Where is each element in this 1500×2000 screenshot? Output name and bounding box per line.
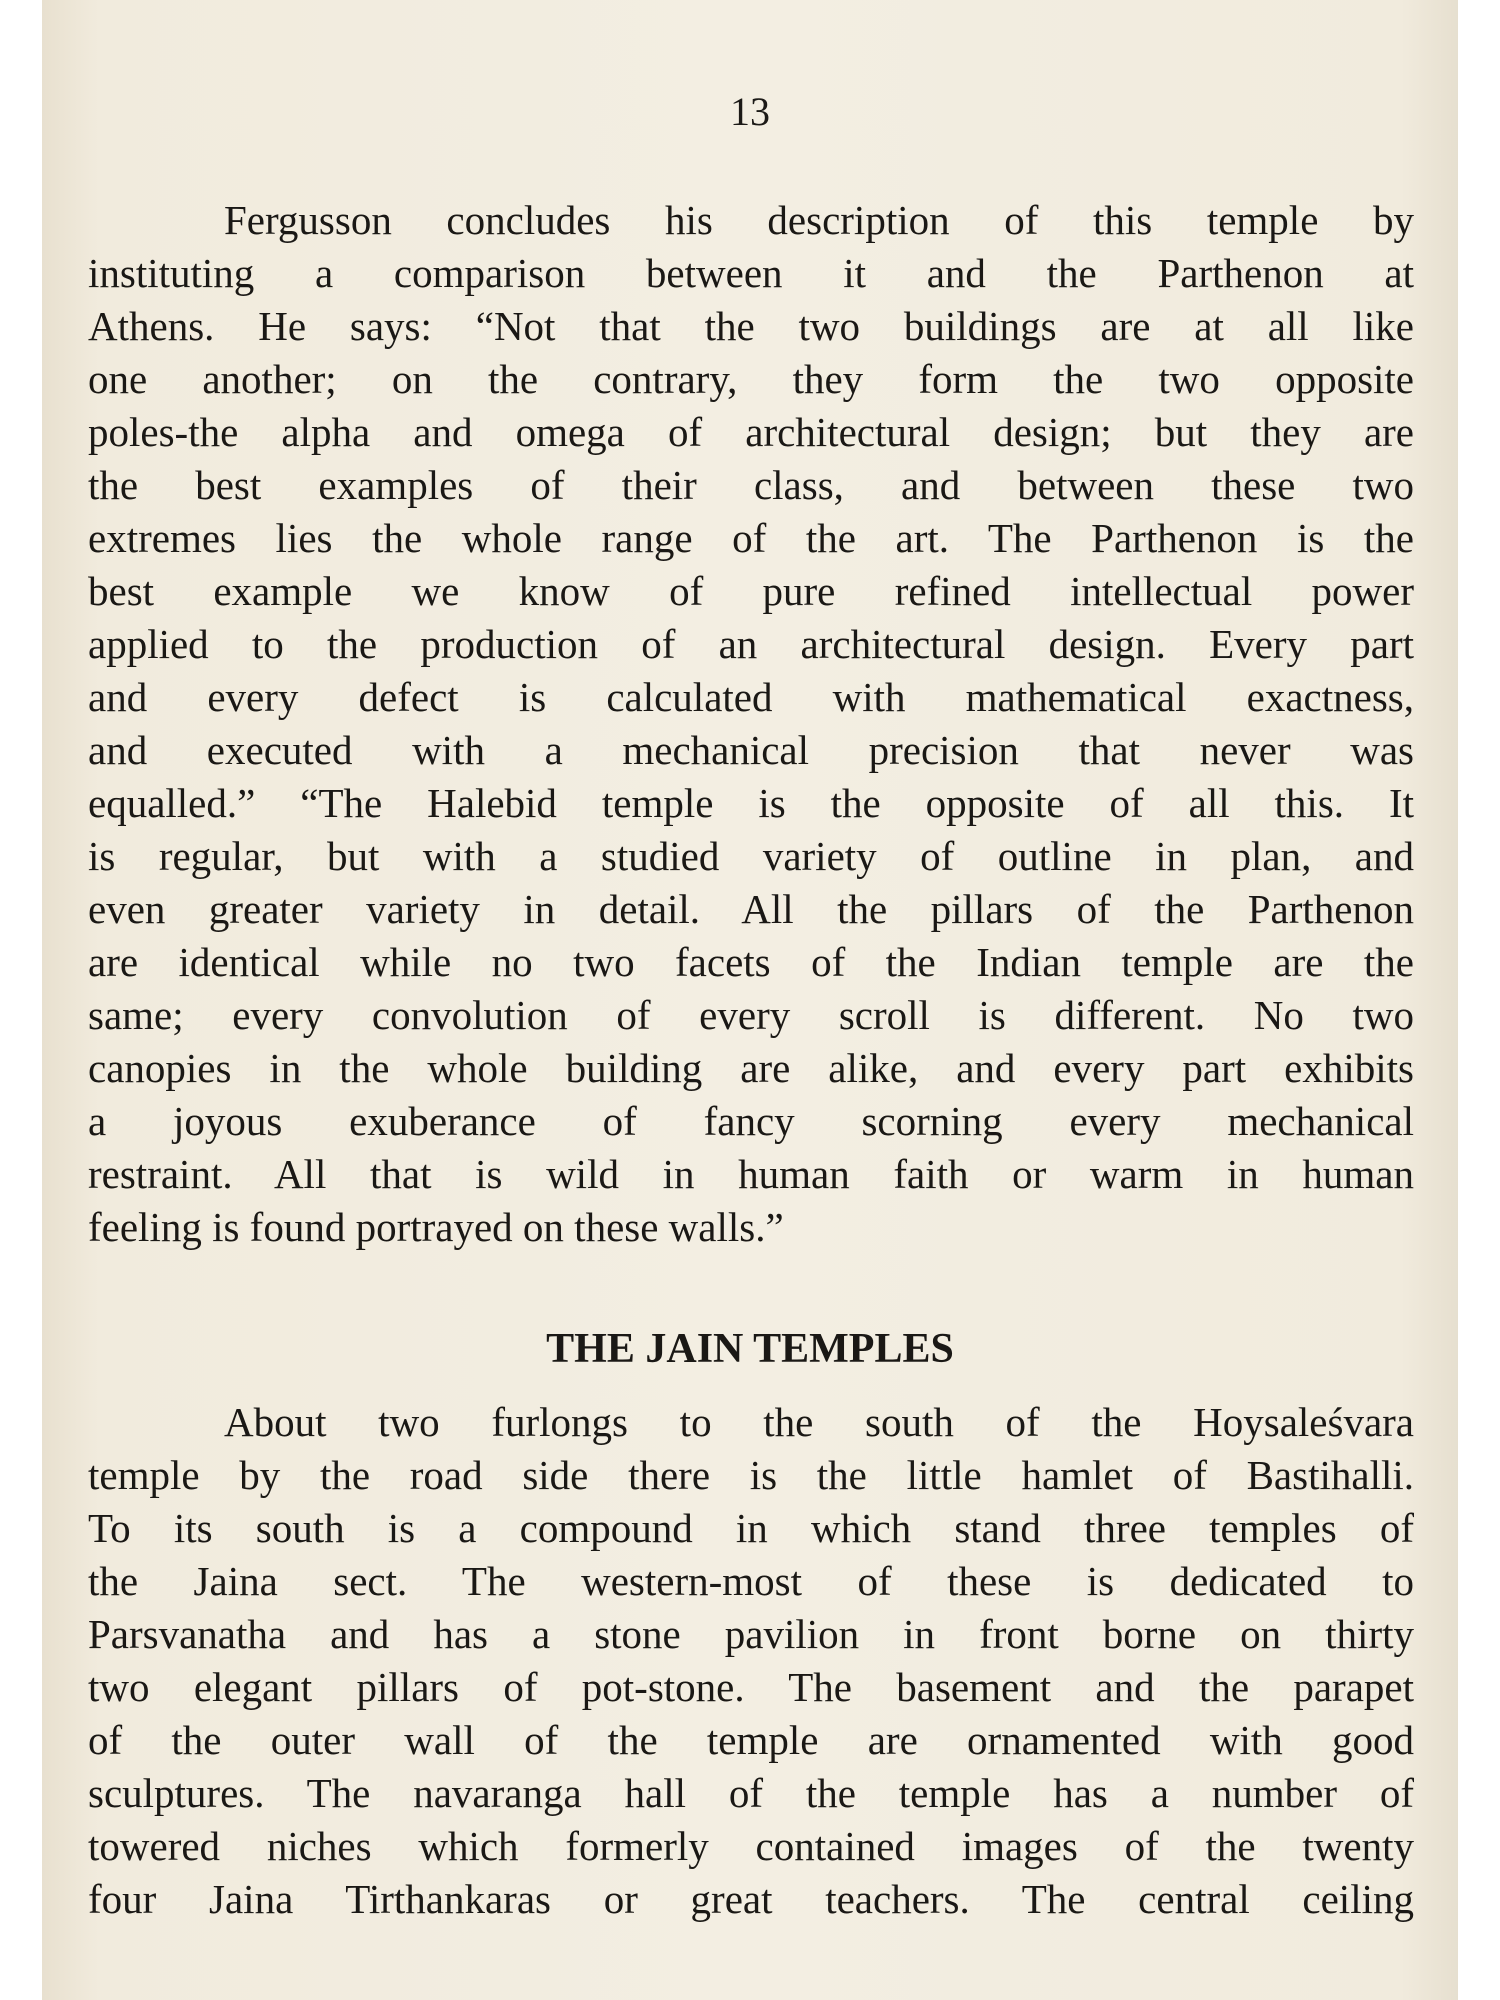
text-line: canopies in the whole building are alike, and every part exhibits bbox=[88, 1045, 1414, 1091]
text-line: a joyous exuberance of fancy scorning every mechanical bbox=[88, 1098, 1414, 1144]
text-line: four Jaina Tirthankaras or great teachers. The central ceiling bbox=[88, 1876, 1414, 1922]
text-line: is regular, but with a studied variety of outline in plan, and bbox=[88, 833, 1414, 879]
paragraph-jain-temples bbox=[88, 1396, 1414, 1926]
text-line: poles-the alpha and omega of architectural design; but they are bbox=[88, 409, 1414, 455]
text-line: sculptures. The navaranga hall of the temple has a number of bbox=[88, 1770, 1414, 1816]
page-number: 13 bbox=[730, 89, 770, 134]
text-line: one another; on the contrary, they form the two opposite bbox=[88, 356, 1414, 402]
text-line: Parsvanatha and has a stone pavilion in front borne on thirty bbox=[88, 1611, 1414, 1657]
text-line: instituting a comparison between it and the Parthenon at bbox=[88, 250, 1414, 296]
text-line: two elegant pillars of pot-stone. The basement and the parapet bbox=[88, 1664, 1414, 1710]
text-line: temple by the road side there is the little hamlet of Bastihalli. bbox=[88, 1452, 1414, 1498]
text-line: About two furlongs to the south of the Hoysaleśvara bbox=[224, 1399, 1414, 1445]
text-line: the best examples of their class, and between these two bbox=[88, 462, 1414, 508]
text-line: are identical while no two facets of the Indian temple are the bbox=[88, 939, 1414, 985]
text-line: and executed with a mechanical precision that never was bbox=[88, 727, 1414, 773]
text-line: of the outer wall of the temple are ornamented with good bbox=[88, 1717, 1414, 1763]
text-line: restraint. All that is wild in human faith or warm in human bbox=[88, 1151, 1414, 1197]
section-heading: THE JAIN TEMPLES bbox=[546, 1326, 954, 1372]
text-line: applied to the production of an architectural design. Every part bbox=[88, 621, 1414, 667]
text-line: same; every convolution of every scroll is different. No two bbox=[88, 992, 1414, 1038]
text-line: Fergusson concludes his description of this temple by bbox=[224, 197, 1414, 243]
text-line: To its south is a compound in which stand three temples of bbox=[88, 1505, 1414, 1551]
text-line: even greater variety in detail. All the pillars of the Parthenon bbox=[88, 886, 1414, 932]
text-line: feeling is found portrayed on these walls.” bbox=[88, 1204, 784, 1250]
text-line: and every defect is calculated with mathematical exactness, bbox=[88, 674, 1414, 720]
text-line: the Jaina sect. The western-most of these is dedicated to bbox=[88, 1558, 1414, 1604]
text-line: Athens. He says: “Not that the two buildings are at all like bbox=[88, 303, 1414, 349]
text-line: extremes lies the whole range of the art. The Parthenon is the bbox=[88, 515, 1414, 561]
text-line: towered niches which formerly contained images of the twenty bbox=[88, 1823, 1414, 1869]
text-line: equalled.” “The Halebid temple is the opposite of all this. It bbox=[88, 780, 1414, 826]
text-line: best example we know of pure refined intellectual power bbox=[88, 568, 1414, 614]
paragraph-fergusson-quote bbox=[88, 194, 1414, 1254]
